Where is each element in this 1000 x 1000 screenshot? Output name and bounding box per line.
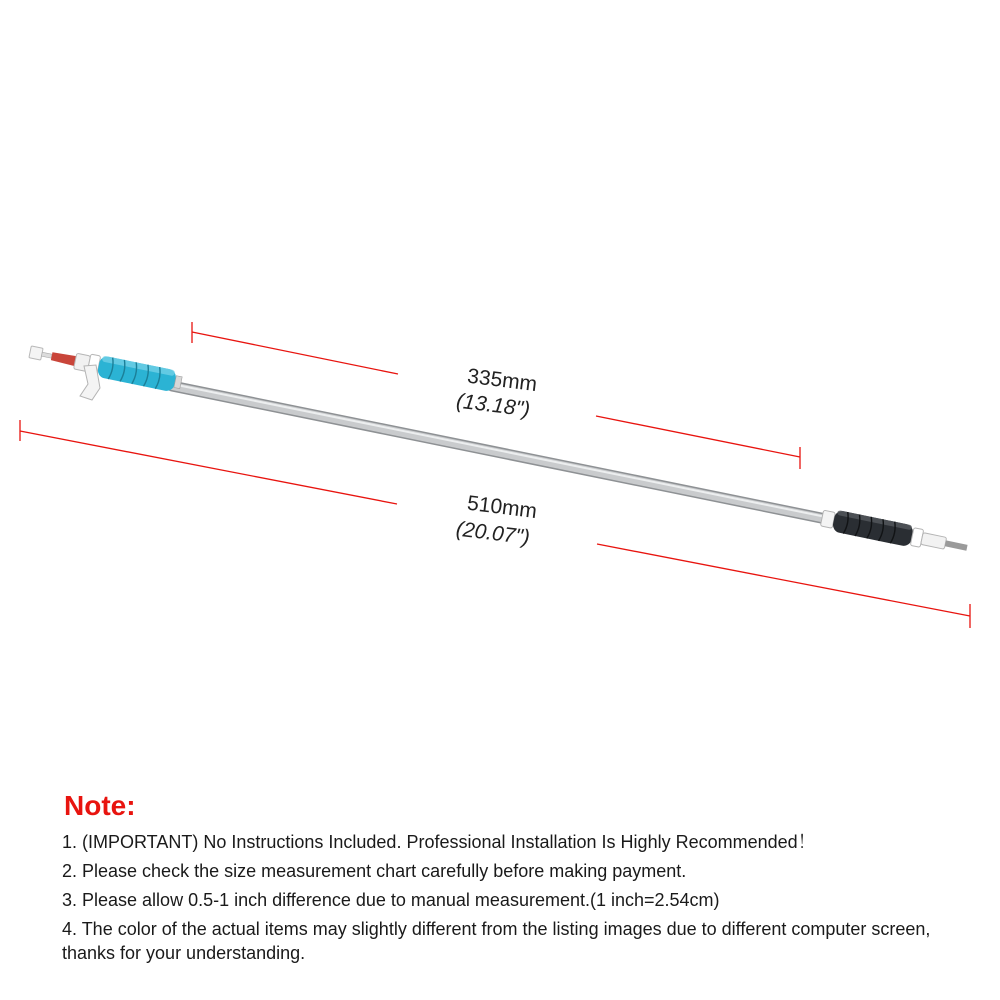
overall-dim-right-line: [597, 544, 970, 616]
notes-section: [62, 790, 982, 970]
inner-dimension-mm: 335mm: [466, 364, 539, 397]
red-tip-icon: [51, 351, 77, 366]
note-item-2: 2. Please check the size measurement chart carefully before making payment.: [62, 861, 687, 881]
inner-dimension-inch: (13.18"): [454, 389, 532, 422]
note-item-1: 1. (IMPORTANT) No Instructions Included. Professional Installation Is Highly Recommended！: [62, 832, 816, 852]
pin-icon: [945, 540, 968, 550]
cap-icon: [29, 346, 43, 360]
overall-dimension-mm: 510mm: [465, 491, 539, 524]
note-item-4: 4. The color of the actual items may slightly different from the listing images due to different computer screen, thanks for your understanding.: [62, 919, 931, 963]
inner-dim-left-line: [192, 332, 398, 374]
right-connector: [820, 507, 969, 558]
inner-dim-right-line: [596, 416, 800, 457]
overall-dimension-inch: (20.07"): [454, 517, 531, 550]
overall-dim-left-line: [20, 431, 397, 504]
note-title: Note:: [64, 790, 136, 821]
left-connector: [28, 341, 183, 400]
note-item-3: 3. Please allow 0.5-1 inch difference due to manual measurement.(1 inch=2.54cm): [62, 890, 720, 910]
